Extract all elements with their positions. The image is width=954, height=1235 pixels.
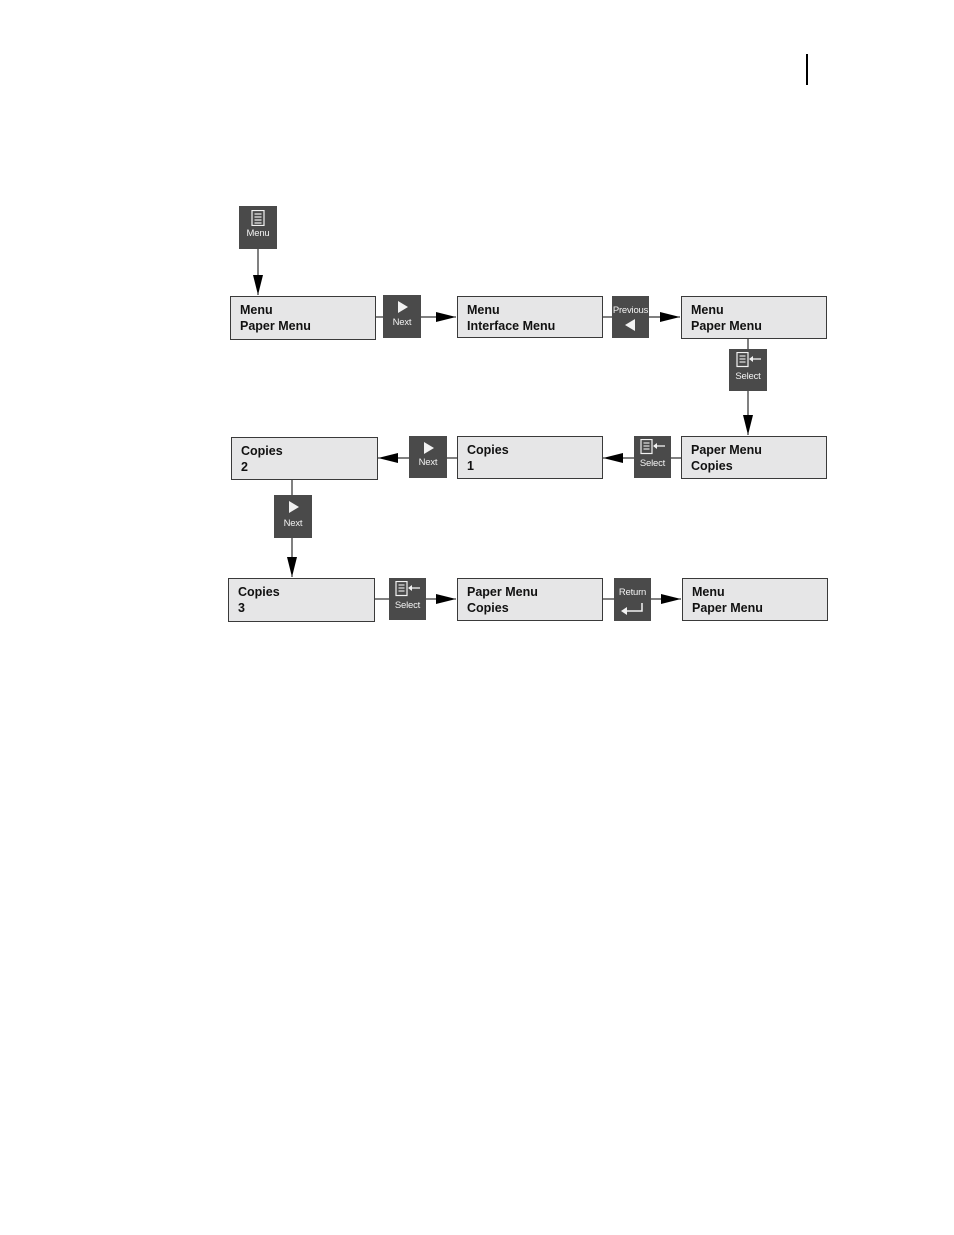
display-line-2: 3 <box>238 601 245 615</box>
play-left-icon <box>625 319 635 331</box>
next-key-label: Next <box>283 518 303 529</box>
menu-key-label: Menu <box>246 228 270 239</box>
display-paper-menu-copies-2 <box>457 578 603 621</box>
select-key-label: Select <box>735 371 761 382</box>
select-key-3 <box>389 578 426 620</box>
select-key-label: Select <box>394 600 421 611</box>
next-key-3 <box>274 495 312 538</box>
display-line-2: Interface Menu <box>467 319 556 333</box>
next-key-label: Next <box>392 317 412 328</box>
display-menu-interface-menu <box>457 296 603 338</box>
menu-document-icon <box>251 210 265 226</box>
next-key-1 <box>383 295 421 338</box>
display-line-2: Copies <box>467 601 509 615</box>
select-enter-icon <box>736 352 762 368</box>
display-copies-2 <box>231 437 378 480</box>
select-enter-icon <box>395 581 421 597</box>
select-enter-icon <box>640 439 666 455</box>
return-key <box>614 578 651 621</box>
display-menu-paper-menu <box>230 296 376 340</box>
display-paper-menu-copies <box>681 436 827 479</box>
select-key-1 <box>729 349 767 391</box>
select-key-2 <box>634 436 671 478</box>
display-copies-3 <box>228 578 375 622</box>
display-copies-1 <box>457 436 603 479</box>
display-line-1: Copies <box>238 585 280 599</box>
next-key-label: Next <box>418 457 438 468</box>
display-menu-paper-menu-3 <box>682 578 828 621</box>
display-line-2: 1 <box>467 459 474 473</box>
display-line-2: Paper Menu <box>692 601 763 615</box>
display-line-1: Paper Menu <box>467 585 538 599</box>
display-line-2: Paper Menu <box>240 319 311 333</box>
menu-key <box>239 206 277 249</box>
previous-key-label: Previous <box>612 305 649 316</box>
play-right-icon <box>424 442 434 454</box>
display-line-1: Menu <box>240 303 273 317</box>
display-line-2: Paper Menu <box>691 319 762 333</box>
display-line-1: Copies <box>467 443 509 457</box>
select-key-label: Select <box>639 458 666 469</box>
display-menu-paper-menu-2 <box>681 296 827 339</box>
previous-key <box>612 296 649 338</box>
display-line-1: Paper Menu <box>691 443 762 457</box>
return-key-label: Return <box>618 587 647 598</box>
display-line-1: Menu <box>467 303 500 317</box>
display-line-1: Menu <box>691 303 724 317</box>
play-right-icon <box>398 301 408 313</box>
next-key-2 <box>409 436 447 478</box>
display-line-2: 2 <box>241 460 248 474</box>
play-right-icon <box>289 501 299 513</box>
display-line-2: Copies <box>691 459 733 473</box>
display-line-1: Copies <box>241 444 283 458</box>
display-line-1: Menu <box>692 585 725 599</box>
return-arrow-icon <box>621 602 645 616</box>
